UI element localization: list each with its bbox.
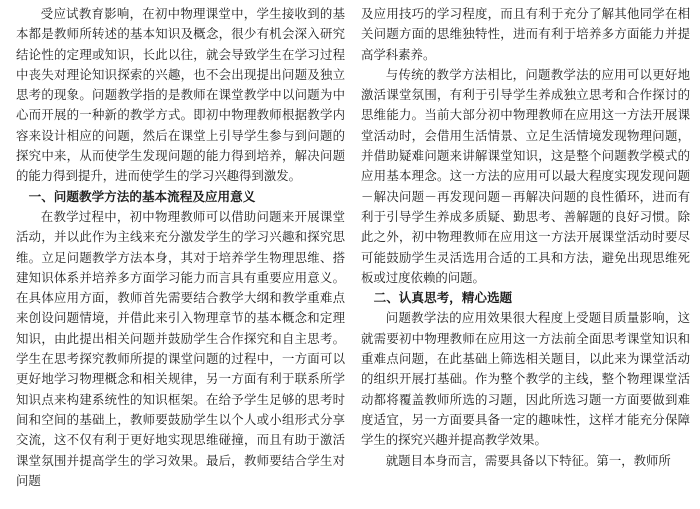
intro-paragraph: 受应试教育影响，在初中物理课堂中，学生接收到的基本都是教师所转述的基本知识及概念，很少有机会深入研究结论性的定理或知识，长此以往，就会导致学生在学习过程中丧失对理论知识探索的兴趣，也不会出现提出问题及独立思考的现象。问题教学指的是教师在课堂教学中以问题为中心而开展的一种新的教学方式。即初中物理教师根据教学内容来设计相应的问题，然后在课堂上引导学生参与到问题的探究中来，从而使学生发现问题的能力得到培养，解决问题的能力得到提升，进而使学生的学习兴趣得到激发。 xyxy=(16,6,345,184)
comparison-paragraph: 与传统的教学方法相比，问题教学法的应用可以更好地激活课堂氛围，有利于引导学生养成独立思考和合作探讨的思维能力。当前大部分初中物理教师在应用这一方法开展课堂活动时，会借用生活情景、立足生活情境发现物理问题，并借助疑难问题来讲解课堂知识，这是整个问题教学模式的应用基本理念。这一方法的应用可以最大程度实现发现问题－解决问题－再发现问题－再解决问题的良性循环，进而有利于引导学生养成多质疑、勤思考、善解题的良好习惯。除此之外，初中物理教师在应用这一方法开展课堂活动时要尽可能鼓励学生灵活选用合适的工具和方法，避免出现思维死板或过度依赖的问题。 xyxy=(361,66,690,285)
section-heading-2: 二、认真思考，精心选题 xyxy=(373,290,513,306)
section2-paragraph-2: 就题目本身而言，需要具备以下特征。第一，教师所 xyxy=(385,452,671,468)
left-column xyxy=(16,4,345,509)
section2-paragraph: 问题教学法的应用效果很大程度上受题目质量影响，这就需要初中物理教师在应用这一方法前全面思考课堂知识和重难点问题，在此基础上筛选相关题目，以此来为课堂活动的组织开展打基础。作为整个教学的主线，整个物理课堂活动都将覆盖教师所选的习题，因此所选习题一方面要做到难度适宜，另一方面要具备一定的趣味性，这样才能充分保障学生的探究兴趣并提高教学效果。 xyxy=(361,310,690,448)
section1-paragraph-continued: 及应用技巧的学习程度，而且有利于充分了解其他同学在相关问题方面的思维独特性，进而有利于培养多方面能力并提高学科素养。 xyxy=(361,6,690,62)
section1-paragraph: 在教学过程中，初中物理教师可以借助问题来开展课堂活动，并以此作为主线来充分激发学生的学习兴趣和探究思维。立足问题教学方法本身，其对于培养学生物理思维、搭建知识体系并培养多方面学习能力而言具有重要应用意义。在具体应用方面，教师首先需要结合教学大纲和教学重难点来创设问题情境，并借此来引入物理章节的基本概念和定理知识，由此提出相关问题并鼓励学生合作探究和自主思考。学生在思考探究教师所提的课堂问题的过程中，一方面可以更好地学习物理概念和相关规律，另一方面有利于联系所学知识点来构建系统性的知识框架。在给予学生足够的思考时间和空间的基础上，教师要鼓励学生以个人或小组形式分享交流，这不仅有利于更好地实现思维碰撞，而且有助于激活课堂氛围并提高学生的学习效果。最后，教师要结合学生对问题 xyxy=(16,208,345,488)
right-column xyxy=(361,4,690,509)
section-heading-1: 一、问题教学方法的基本流程及应用意义 xyxy=(28,188,256,204)
